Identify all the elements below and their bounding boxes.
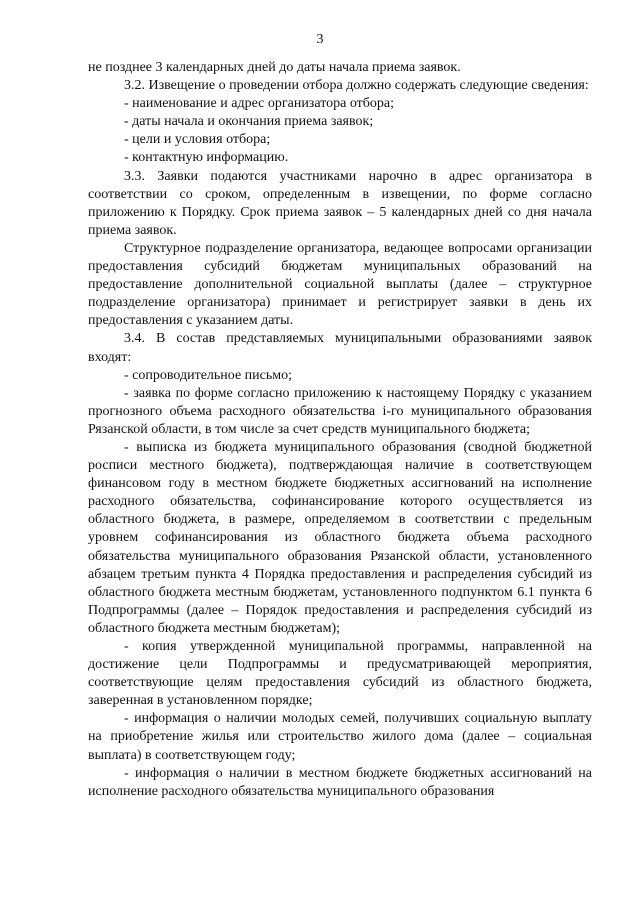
paragraph: - наименование и адрес организатора отбора; bbox=[124, 96, 394, 112]
paragraph: - контактную информацию. bbox=[124, 150, 289, 166]
paragraph: - информация о наличии в местном бюджете бюджетных ассигнований на исполнение расходного обязательства муниципального образования bbox=[88, 765, 592, 799]
paragraph: - выписка из бюджета муниципального образования (сводной бюджетной росписи местного бюджета), подтверждающая наличие в соответствующем финансовом году в местном бюджете бюджетных ассигнований на исполнение расходного обязательства, софинансирование которого осуществляется из областного бюджета, в размере, определяемом в соответствии с предельным уровнем софинансирования из областного бюджета объема расходного обязательства муниципального образования Рязанской области, установленного абзацем третьим пункта 4 Порядка предоставления и распределения субсидий из областного бюджета местным бюджетам, установленного подпунктом 6.1 пункта 6 Подпрограммы (далее – Порядок предоставления и распределения субсидий из областного бюджета местным бюджетам); bbox=[88, 439, 592, 636]
paragraph: 3.2. Извещение о проведении отбора должно содержать следующие сведения: bbox=[124, 78, 589, 94]
paragraph: - цели и условия отбора; bbox=[124, 132, 271, 148]
paragraph: - информация о наличии молодых семей, получивших социальную выплату на приобретение жилья или строительство жилого дома (далее – социальная выплата) в соответствующем году; bbox=[88, 711, 592, 763]
paragraph: - копия утвержденной муниципальной программы, направленной на достижение цели Подпрограммы и предусматривающей мероприятия, соответствующие целям предоставления субсидий из областного бюджета, заверенная в установленном порядке; bbox=[88, 639, 592, 709]
paragraph: - сопроводительное письмо; bbox=[124, 367, 293, 383]
paragraph: - заявка по форме согласно приложению к настоящему Порядку с указанием прогнозного объема расходного обязательства i-го муниципального образования Рязанской области, в том числе за счет средств муниципального бюджета; bbox=[88, 385, 592, 437]
paragraph: Структурное подразделение организатора, ведающее вопросами организации предоставления субсидий бюджетам муниципальных образований на предоставление дополнительной социальной выплаты (далее – структурное подразделение организатора) принимает и регистрирует заявки в день их предоставления с указанием даты. bbox=[88, 240, 592, 329]
paragraph: 3.3. Заявки подаются участниками нарочно в адрес организатора в соответствии со сроком, определенным в извещении, по форме согласно приложению к Порядку. Срок приема заявок – 5 календарных дней со дня начала приема заявок. bbox=[88, 168, 592, 238]
paragraph: не позднее 3 календарных дней до даты начала приема заявок. bbox=[88, 60, 461, 75]
paragraph: - даты начала и окончания приема заявок; bbox=[124, 114, 374, 130]
paragraph: 3.4. В состав представляемых муниципальными образованиями заявок входят: bbox=[88, 331, 592, 365]
document-body bbox=[88, 59, 592, 801]
page-number: 3 bbox=[316, 32, 324, 47]
